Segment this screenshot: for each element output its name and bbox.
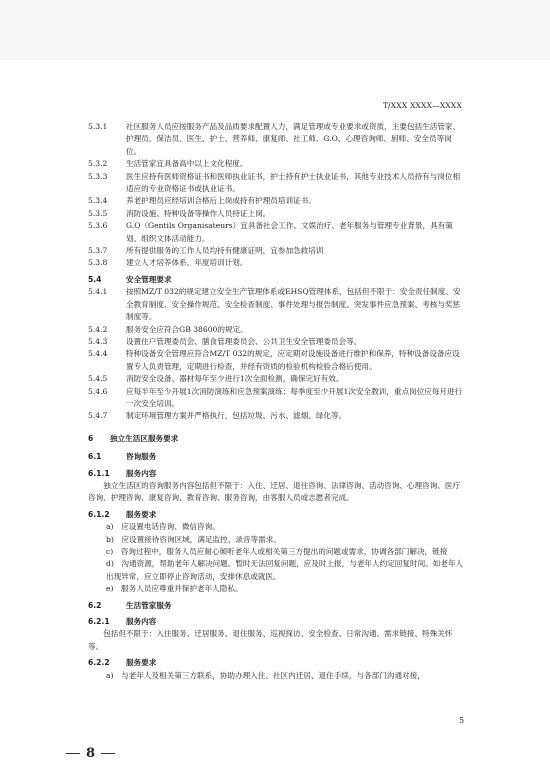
clause-text: 消防设施、特种设备等操作人员持证上岗。	[126, 208, 271, 218]
clause-number: 5.3.8	[88, 258, 108, 268]
clause-number: 5.4.1	[88, 287, 108, 297]
section-heading	[88, 468, 464, 480]
clause-text: 设置住户管理委员会、膳食管理委员会、公共卫生安全管理委员会等。	[126, 336, 362, 346]
clause-number: 6.2.1	[88, 617, 110, 627]
clause-number: 5.4.6	[88, 386, 108, 396]
clause-number: 5.3.1	[88, 122, 108, 131]
body-paragraph: 包括但不限于：入住服务、迁居服务、退住服务、巡视探访、安全检查、日常沟通、需求链接、特殊关怀等。	[88, 629, 453, 651]
list-item: b) 应设置接待咨询区域，满足监控、录音等需求。	[106, 534, 281, 544]
footer-right-dash	[101, 753, 115, 754]
document-code: T/XXX XXXX—XXXX	[382, 101, 462, 110]
clause-text: 医生应持有医师资格证书和医师执业证书，护士持有护士执业证书，其他专业技术人员持有与岗位相适应的专业资格证书或执业证书。	[126, 171, 461, 194]
clause	[88, 121, 464, 158]
footer-left-dash	[66, 753, 80, 754]
clause-text: G.O（Gentils Organisateurs）宜具备社会工作、文娱治疗、老年服务与管理专业背景，具有策划、组织文体活动能力。	[126, 221, 453, 243]
list-item: c) 咨询过程中，服务人员应耐心倾听老年人或相关第三方提出的问题或需求，协调各部门解决，链接	[106, 547, 448, 556]
page-number: 5	[459, 716, 465, 725]
clause-number: 5.3.2	[88, 159, 108, 169]
clause-number: 6.1	[88, 452, 102, 462]
clause-text: 独立生活区服务要求	[110, 433, 179, 443]
clause	[88, 257, 464, 269]
clause-text: 特种设备安全管理应符合MZ/T 032的规定，应定期对设施设备进行维护和保养，特种设备设备应设置专人负责管理，定期进行检查，并经有资质的检验机构检验合格后使用。	[126, 349, 460, 371]
clause	[88, 410, 464, 422]
clause-text: 所有提供服务的工作人员均持有健康证明，宜参加急救培训	[126, 246, 324, 256]
clause-text: 养老护理员应经培训合格后上岗或持有护理员培训证书。	[126, 196, 316, 206]
chapter-heading	[88, 433, 464, 445]
clause	[88, 336, 464, 348]
clause-number: 6.2.2	[88, 658, 110, 668]
clause-number: 6.1.1	[88, 468, 110, 478]
clause	[88, 324, 464, 336]
clause	[88, 158, 464, 170]
clause-text: 安全管理要求	[126, 274, 172, 284]
clause-number: 5.4.5	[88, 374, 108, 384]
clause-text: 咨询服务	[126, 452, 157, 462]
body-paragraph: 独立生活区的咨询服务内容包括但不限于：入住、迁居、退住咨询、法律咨询、活动咨询、心理咨询、医疗咨询、护理咨询、康复咨询、教育咨询、服务咨询，由客服人员或志愿者完成。	[88, 480, 461, 503]
clause-text: 生活管家服务	[126, 600, 172, 610]
footer-page-label: 8	[86, 746, 96, 761]
clause	[88, 171, 464, 196]
section-heading	[88, 451, 464, 463]
clause	[88, 220, 464, 245]
clause-number: 5.3.7	[88, 246, 108, 256]
section-heading	[88, 616, 464, 628]
clause-number: 6.1.2	[88, 509, 110, 519]
list-item: e) 服务人员应尊重并保护老年人隐私。	[106, 584, 243, 594]
clause-text: 制定环境管理方案并严格执行，包括垃圾、污水、滤烟、绿化等。	[126, 411, 347, 421]
clause-number: 6	[88, 433, 94, 443]
clause-text: 服务安全应符合GB 38600的规定。	[126, 324, 248, 334]
clause-number: 5.4	[88, 274, 102, 284]
list-item: a) 与老年人及相关第三方联系，协助办理入住、社区内迁居、退住手续，与各部门沟通对接，	[106, 670, 425, 680]
clause	[88, 348, 464, 373]
clause	[88, 286, 464, 323]
clause-number: 5.3.6	[88, 221, 108, 231]
clause	[88, 373, 464, 385]
clause	[88, 195, 464, 207]
footer-page-number	[60, 746, 121, 761]
clause-number: 5.3.3	[88, 171, 108, 181]
clause-text: 生活管家宜具备高中以上文化程度。	[126, 159, 248, 169]
top-scan-band	[0, 0, 550, 60]
clause-number: 5.4.4	[88, 349, 108, 359]
clause-text: 消防安全设备、器材每年至少进行1次全面检测，确保完好有效。	[126, 374, 344, 384]
section-heading	[88, 600, 464, 612]
clause-number: 6.2	[88, 600, 102, 610]
list-item: d) 沟通资源，帮助老年人解决问题。暂时无法回复问题，应及时上报，与老年人约定回复时间。如老年人出现异常，应立即停止咨询活动，安排休息或就医。	[106, 559, 464, 581]
clause-text: 按照MZ/T 032的规定建立安全生产管理体系或EHSQ管理体系，包括但不限于：安全责任制度、安全教育制度、安全操作规范、安全检查制度、事件处理与报告制度、突发事件应急预案、考核与奖惩制度等。	[126, 287, 461, 322]
clause-number: 5.4.2	[88, 324, 108, 334]
clause-text: 服务内容	[126, 617, 157, 627]
section-heading	[88, 509, 464, 521]
list-item: a) 应设置电话咨询、微信咨询。	[106, 522, 220, 532]
clause-text: 服务内容	[126, 468, 157, 478]
clause	[88, 245, 464, 257]
clause-text: 服务要求	[126, 509, 157, 519]
clause-text: 服务要求	[126, 658, 157, 668]
clause-text: 应每半年至少开展1次消防演练和应急预案演练；每季度至少开展1次安全教训，重点岗位应每月进行一次安全培训。	[126, 386, 463, 408]
section-heading	[88, 657, 464, 669]
document-body	[88, 121, 464, 682]
clause-number: 5.3.5	[88, 208, 108, 218]
clause-number: 5.3.4	[88, 196, 108, 206]
clause	[88, 208, 464, 220]
clause-number: 5.4.7	[88, 411, 108, 421]
section-heading	[88, 274, 464, 286]
clause-text: 建立人才培养体系，年度培训计划。	[126, 258, 248, 268]
clause-number: 5.4.3	[88, 336, 108, 346]
clause	[88, 386, 464, 411]
clause-text: 社区服务人员应按服务产品及品质要求配置人力，满足管理或专业要求或资质，主要包括生活管家、护理员、保洁员、医生、护士、营养师、康复师、社工师、G.O、心理咨询师、厨师、安全员等岗位。	[126, 122, 461, 156]
